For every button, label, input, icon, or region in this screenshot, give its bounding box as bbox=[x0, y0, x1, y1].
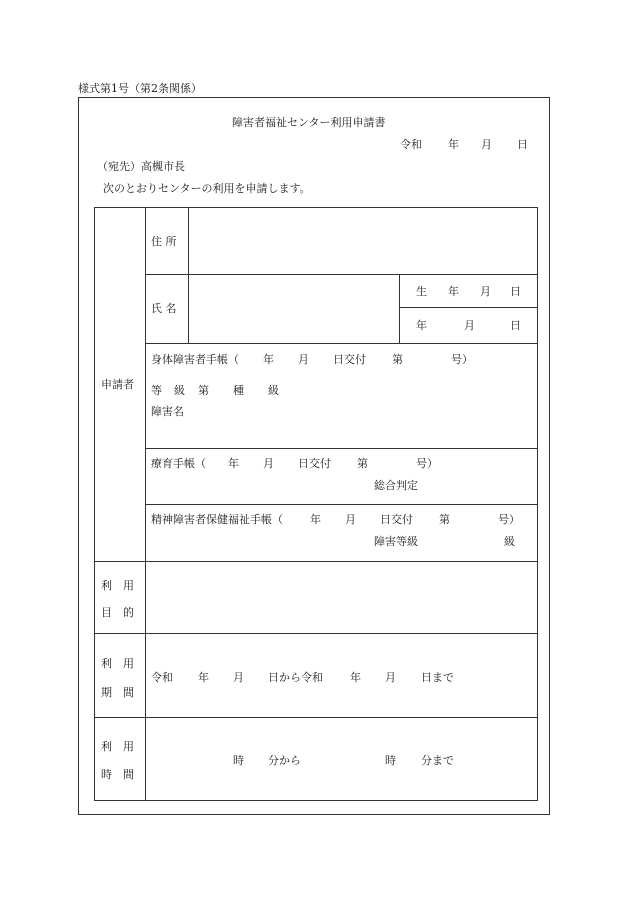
ryoiku-month: 月 bbox=[263, 457, 274, 470]
hours-from: 分から bbox=[268, 754, 301, 767]
period-year: 年 bbox=[350, 671, 361, 684]
mental-issued: 日交付 bbox=[380, 513, 413, 526]
form-title: 障害者福祉センター利用申請書 bbox=[232, 116, 386, 129]
hours-hour: 時 bbox=[233, 754, 244, 767]
mental-grade-label: 障害等級 bbox=[374, 535, 418, 548]
age-year: 年 bbox=[416, 319, 427, 332]
physical-year: 年 bbox=[263, 353, 274, 366]
period-until: 日まで bbox=[421, 671, 454, 684]
period-month: 月 bbox=[385, 671, 396, 684]
mental-go: 号） bbox=[498, 513, 520, 526]
row-divider bbox=[145, 448, 538, 449]
row-divider bbox=[94, 717, 538, 718]
ryoiku-issued: 日交付 bbox=[298, 457, 331, 470]
intro-text: 次のとおりセンターの利用を申請します。 bbox=[103, 182, 311, 195]
mental-dai: 第 bbox=[439, 513, 450, 526]
age-day: 日 bbox=[510, 319, 521, 332]
physical-go: 号） bbox=[451, 353, 473, 366]
period-label: 期 間 bbox=[101, 686, 134, 699]
hours-hour: 時 bbox=[385, 754, 396, 767]
grade-shu: 種 bbox=[233, 384, 244, 397]
grade-tou: 等 bbox=[151, 384, 162, 397]
period-year: 年 bbox=[198, 671, 209, 684]
ryoiku-year: 年 bbox=[228, 457, 239, 470]
grade-kyu: 級 bbox=[268, 384, 279, 397]
name-field[interactable] bbox=[190, 277, 396, 340]
form-number: 様式第1号（第2条関係） bbox=[78, 82, 202, 95]
birth-year: 年 bbox=[448, 285, 459, 298]
hours-until: 分まで bbox=[421, 754, 454, 767]
grade-kyu: 級 bbox=[174, 384, 185, 397]
birth-column-divider bbox=[399, 274, 400, 343]
birth-sei: 生 bbox=[416, 285, 427, 298]
applicant-label: 申請者 bbox=[101, 378, 134, 391]
row-divider bbox=[94, 561, 538, 562]
hours-label: 利 用 bbox=[101, 740, 134, 753]
disability-name-label: 障害名 bbox=[151, 405, 184, 418]
row-divider bbox=[145, 504, 538, 505]
birth-day: 日 bbox=[510, 285, 521, 298]
date-day: 日 bbox=[517, 138, 528, 151]
date-year: 年 bbox=[448, 138, 459, 151]
age-month: 月 bbox=[464, 319, 475, 332]
address-field[interactable] bbox=[190, 210, 535, 270]
physical-issued: 日交付 bbox=[333, 353, 366, 366]
row-divider bbox=[145, 274, 538, 275]
purpose-field[interactable] bbox=[148, 564, 535, 630]
birth-month: 月 bbox=[480, 285, 491, 298]
mental-year: 年 bbox=[310, 513, 321, 526]
ryoiku-judgement-label: 総合判定 bbox=[374, 479, 418, 492]
address-label: 住 所 bbox=[151, 235, 177, 248]
ryoiku-dai: 第 bbox=[357, 457, 368, 470]
period-month: 月 bbox=[233, 671, 244, 684]
period-label: 利 用 bbox=[101, 657, 134, 670]
row-divider bbox=[145, 343, 538, 344]
physical-month: 月 bbox=[298, 353, 309, 366]
date-month: 月 bbox=[481, 138, 492, 151]
mental-month: 月 bbox=[345, 513, 356, 526]
date-era: 令和 bbox=[400, 138, 422, 151]
physical-dai: 第 bbox=[392, 353, 403, 366]
ryoiku-handbook-title: 療育手帳（ bbox=[151, 457, 206, 470]
hours-label: 時 間 bbox=[101, 768, 134, 781]
name-label: 氏 名 bbox=[151, 302, 177, 315]
row-divider bbox=[94, 633, 538, 634]
mental-kyu: 級 bbox=[504, 535, 515, 548]
period-era: 令和 bbox=[151, 671, 173, 684]
purpose-label: 目 的 bbox=[101, 606, 134, 619]
ryoiku-go: 号） bbox=[416, 457, 438, 470]
mental-handbook-title: 精神障害者保健福祉手帳（ bbox=[151, 513, 283, 526]
row-divider bbox=[399, 307, 538, 308]
period-from: 日から令和 bbox=[268, 671, 323, 684]
grade-dai: 第 bbox=[198, 384, 209, 397]
physical-handbook-title: 身体障害者手帳（ bbox=[151, 353, 239, 366]
purpose-label: 利 用 bbox=[101, 579, 134, 592]
addressee: （宛先）高槻市長 bbox=[97, 160, 185, 173]
sublabel-column-divider bbox=[188, 207, 189, 343]
